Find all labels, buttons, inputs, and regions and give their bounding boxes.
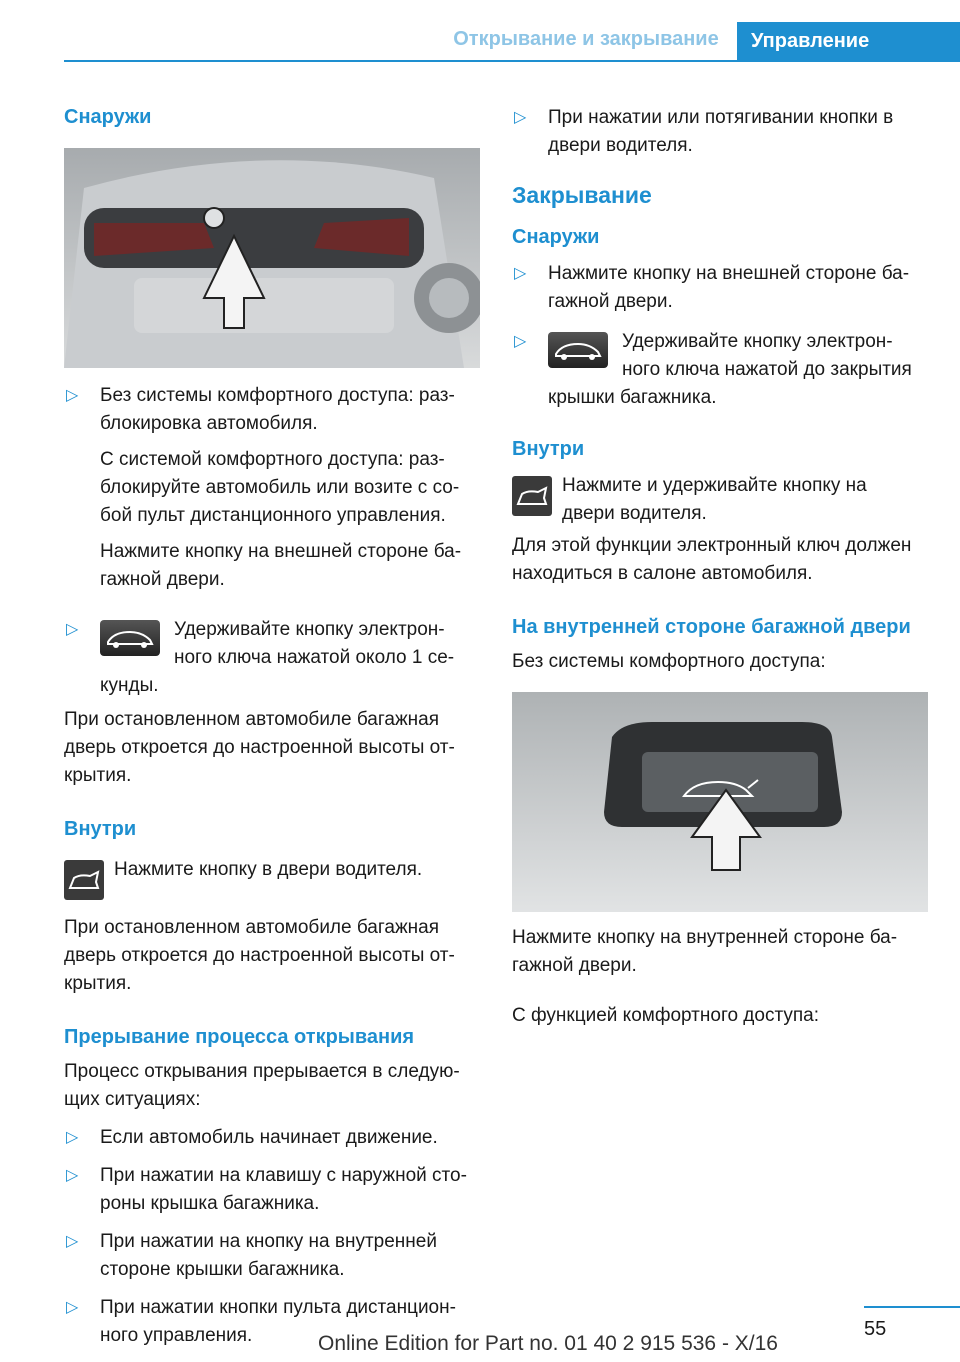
header-rule xyxy=(64,60,960,62)
chapter-tab[interactable]: Управление xyxy=(737,22,960,62)
interrupt-item-4: ▷ При нажатии кнопки пульта дистанцион- ного управления. xyxy=(66,1297,456,1346)
gate-button-illustration xyxy=(512,692,928,912)
interrupt-item-2: ▷ При нажатии на клавишу с наружной сто- роны крышка багажника. xyxy=(66,1165,467,1214)
interrupt-item-1: ▷ Если автомобиль начинает движение. xyxy=(66,1127,438,1148)
close-paragraph-1: Для этой функции электронный ключ должен находиться в салоне автомобиля. xyxy=(512,535,912,584)
footer-rule xyxy=(864,1306,960,1308)
close-bullet-2: ▷ Удерживайте кнопку электрон- ного ключа нажатой до закрытия крышки багажника. xyxy=(514,331,912,408)
close-paragraph-3: Нажмите кнопку на внутренней стороне ба- гажной двери. xyxy=(512,927,898,976)
bullet-2: ▷ Удерживайте кнопку электрон- ного ключа нажатой около 1 се- кунды. xyxy=(64,616,480,700)
page-number: 55 xyxy=(864,1318,887,1340)
car-rear-photo xyxy=(64,148,480,368)
close-inside-row: Нажмите и удерживайте кнопку на двери водителя. xyxy=(512,472,928,528)
heading-outside: Снаружи xyxy=(64,106,152,128)
inside-row: Нажмите кнопку в двери водителя. xyxy=(64,856,480,902)
gate-button-photo xyxy=(512,692,928,912)
heading-interrupt: Прерывание процесса открывания xyxy=(64,1026,415,1048)
online-edition-note: Online Edition for Part no. 01 40 2 915 536 - X/16 xyxy=(318,1332,778,1355)
tailgate-icon xyxy=(64,860,104,900)
bullet-0: ▷ При нажатии или потягивании кнопки в двери водителя. xyxy=(514,107,894,156)
heading-gate-inside: На внутренней стороне багажной двери xyxy=(512,616,911,638)
heading-close: Закрывание xyxy=(512,182,652,208)
bullet-triangle-icon: ▷ xyxy=(66,621,79,638)
bullet-triangle-icon: ▷ xyxy=(66,387,79,404)
paragraph-3: Процесс открывания прерывается в следую- щих ситуациях: xyxy=(64,1061,460,1110)
heading-close-inside: Внутри xyxy=(512,438,585,460)
tailgate-icon xyxy=(512,476,552,516)
bullet-1-para-3: Нажмите кнопку на внешней стороне ба- гажной двери. xyxy=(100,541,462,590)
car-rear-illustration xyxy=(64,148,480,368)
bullet-1-para-2: С системой комфортного доступа: раз- блокируйте автомобиль или возите с со- бой пульт дистанционного управления. xyxy=(100,449,460,526)
left-column xyxy=(64,100,480,1350)
heading-inside: Внутри xyxy=(64,818,137,840)
close-paragraph-2: Без системы комфортного доступа: xyxy=(512,651,826,672)
paragraph-1: При остановленном автомобиле багажная дверь откроется до настроенной высоты от- крытия. xyxy=(64,709,455,786)
heading-close-outside: Снаружи xyxy=(512,226,600,248)
interrupt-item-3: ▷ При нажатии на кнопку на внутренней стороне крышки багажника. xyxy=(66,1231,437,1280)
remote-key-icon xyxy=(548,332,608,368)
close-paragraph-4: С функцией комфортного доступа: xyxy=(512,1005,820,1026)
close-bullet-1: ▷ Нажмите кнопку на внешней стороне ба- гажной двери. xyxy=(514,263,910,312)
bullet-1: ▷ Без системы комфортного доступа: раз- блокировка автомобиля. xyxy=(64,382,480,438)
right-column xyxy=(512,100,928,1030)
paragraph-2: При остановленном автомобиле багажная дверь откроется до настроенной высоты от- крытия. xyxy=(64,917,455,994)
remote-key-icon xyxy=(100,620,160,656)
section-title: Открывание и закрывание xyxy=(453,28,719,50)
